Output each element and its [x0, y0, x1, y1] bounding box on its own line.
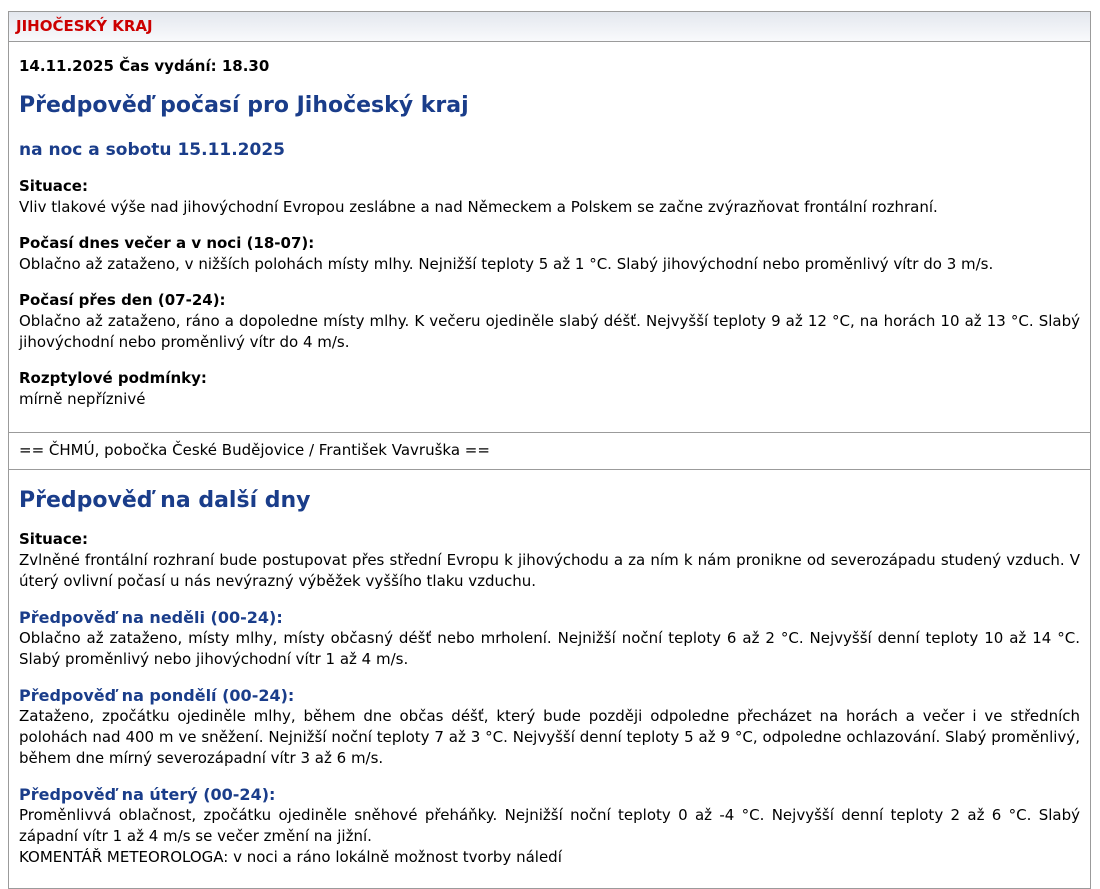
next-days-title: Předpověď na další dny	[19, 488, 311, 513]
section-tonight	[19, 233, 1080, 275]
section-heading: Předpověď na pondělí (00-24):	[19, 686, 295, 705]
section-heading: Předpověď na úterý (00-24):	[19, 785, 276, 804]
section-dispersion	[19, 368, 1080, 410]
section-text: Oblačno až zataženo, v nižších polohách místy mlhy. Nejnižší teploty 5 až 1 °C. Slabý jihovýchodní nebo proměnlivý vítr do 3 m/s.	[19, 255, 994, 273]
section-heading: Situace:	[19, 177, 88, 195]
section-tuesday	[19, 784, 1080, 868]
section-heading: Situace:	[19, 530, 88, 548]
region-title: JIHOČESKÝ KRAJ	[9, 12, 1090, 42]
section-sunday	[19, 607, 1080, 670]
section-heading: Předpověď na neděli (00-24):	[19, 608, 283, 627]
section-text: Oblačno až zataženo, ráno a dopoledne místy mlhy. K večeru ojediněle slabý déšť. Nejvyšší teploty 9 až 12 °C, na horách 10 až 13 °C. Slabý jihovýchodní nebo proměnlivý vítr do 4 m/s.	[19, 312, 1080, 351]
forecast-next-days-content	[9, 470, 1090, 888]
section-situace	[19, 176, 1080, 218]
section-daytime	[19, 290, 1080, 353]
section-text: Proměnlivvá oblačnost, zpočátku ojediněle sněhové přeháňky. Nejnižší noční teploty 0 až -4 °C. Nejvyšší denní teploty 2 až 6 °C. Slabý západní vítr 1 až 4 m/s se večer změní na jižní.	[19, 806, 1080, 845]
section-text: Zataženo, zpočátku ojediněle mlhy, během dne občas déšť, který bude později odpoledne přecházet na horách a večer i ve středních polohách nad 400 m ve sněžení. Nejnižší noční teploty 7 až 3 °C. Nejvyšší denní teploty 5 až 9 °C, odpoledne ochlazování. Slabý proměnlivý, během dne mírný severozápadní vítr 3 až 6 m/s.	[19, 707, 1080, 767]
section-text: Zvlněné frontální rozhraní bude postupovat přes střední Evropu k jihovýchodu a za ním k nám pronikne od severozápadu studený vzduch. V úterý ovlivní počasí u nás nevýrazný výběžek vyššího tlaku vzduchu.	[19, 551, 1080, 590]
forecast-today-content	[9, 42, 1090, 432]
section-text: Oblačno až zataženo, místy mlhy, místy občasný déšť nebo mrholení. Nejnižší noční teploty 6 až 2 °C. Nejvyšší denní teploty 10 až 14 °C. Slabý proměnlivý nebo jihovýchodní vítr 1 až 4 m/s.	[19, 629, 1080, 668]
section-heading: Rozptylové podmínky:	[19, 369, 207, 387]
section-text: mírně nepříznivé	[19, 390, 146, 408]
section-monday	[19, 685, 1080, 769]
forecast-title: Předpověď počasí pro Jihočeský kraj	[19, 93, 469, 118]
section-heading: Počasí přes den (07-24):	[19, 291, 226, 309]
section-text: Vliv tlakové výše nad jihovýchodní Evropou zeslábne a nad Německem a Polskem se začne zvýrazňovat frontální rozhraní.	[19, 198, 938, 216]
forecast-subtitle: na noc a sobotu 15.11.2025	[19, 140, 285, 160]
meteorologist-comment: KOMENTÁŘ METEOROLOGA: v noci a ráno lokálně možnost tvorby náledí	[19, 848, 562, 866]
issue-date-line: 14.11.2025 Čas vydání: 18.30	[19, 57, 270, 75]
signature-line: == ČHMÚ, pobočka České Budějovice / František Vavruška ==	[19, 441, 490, 459]
section-situace-2	[19, 529, 1080, 592]
forecast-panel	[8, 11, 1091, 889]
section-heading: Počasí dnes večer a v noci (18-07):	[19, 234, 315, 252]
